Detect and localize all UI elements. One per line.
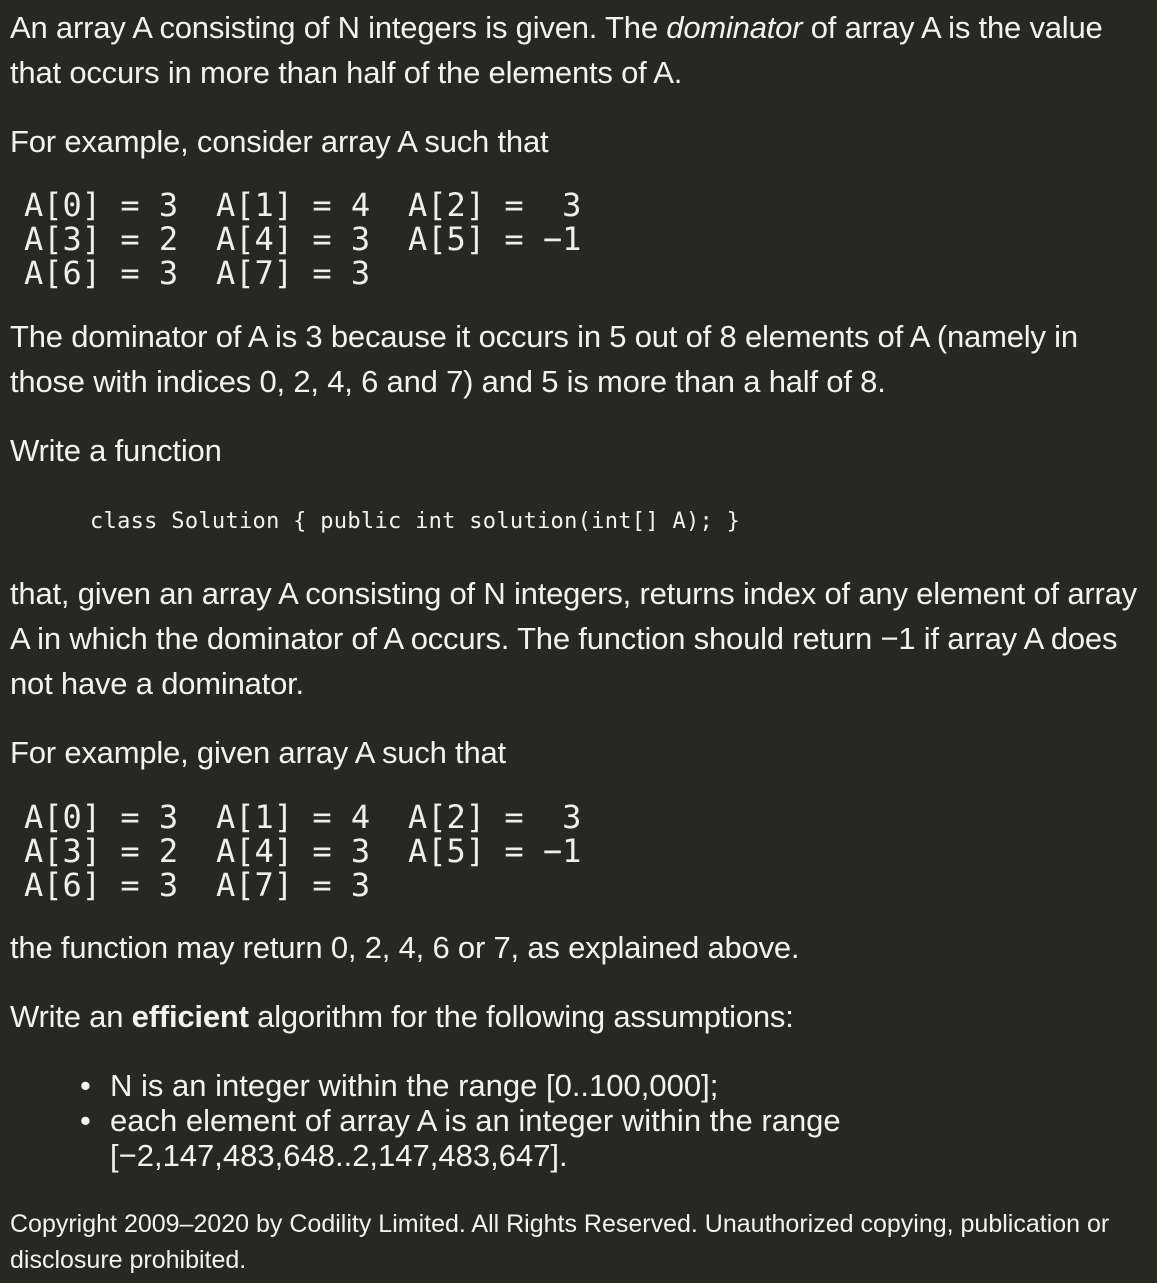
array-cell: A[4] = 3 (216, 220, 371, 258)
array-cell: A[7] = 3 (216, 254, 371, 292)
assumptions-intro-end: algorithm for the following assumptions: (248, 999, 794, 1034)
array-cell: A[1] = 4 (216, 798, 371, 836)
array-cell: A[2] = 3 (408, 798, 582, 836)
list-item (80, 1103, 890, 1173)
assumptions-list (80, 1068, 890, 1173)
code-signature: class Solution { public int solution(int[] A); } (90, 509, 741, 534)
return-note: the function may return 0, 2, 4, 6 or 7, as explained above. (10, 930, 800, 965)
intro-text-end: of array A is the value that occurs in more than half of the elements of A. (10, 10, 1103, 90)
assumptions-intro (10, 994, 794, 1039)
assumptions-intro-start: Write an (10, 999, 132, 1034)
copyright-footer (10, 1206, 1150, 1278)
array-cell: A[5] = −1 (408, 832, 582, 870)
bullet-icon: • (80, 1103, 91, 1138)
list-item (80, 1068, 890, 1103)
array-cell: A[0] = 3 (24, 186, 179, 224)
array-cell: A[7] = 3 (216, 866, 371, 904)
array-cell: A[5] = −1 (408, 220, 582, 258)
array-cell: A[0] = 3 (24, 798, 179, 836)
write-function-heading: Write a function (10, 433, 222, 468)
array-cell (408, 868, 600, 902)
example-intro-2: For example, given array A such that (10, 735, 506, 770)
bullet-icon: • (80, 1068, 91, 1103)
function-description: that, given an array A consisting of N integers, returns index of any element of array A in which the dominator of A occurs. The function should return −1 if array A does not have a dominator. (10, 576, 1137, 701)
array-cell: A[4] = 3 (216, 832, 371, 870)
intro-paragraph (10, 5, 1150, 95)
array-cell: A[3] = 2 (24, 832, 179, 870)
array-cell: A[2] = 3 (408, 186, 582, 224)
intro-text-start: An array A consisting of N integers is given. The (10, 10, 667, 45)
array-cell (408, 256, 600, 290)
assumption-text: N is an integer within the range [0..100,000]; (110, 1068, 719, 1103)
efficient-term: efficient (131, 999, 249, 1034)
assumption-text: each element of array A is an integer within the range [−2,147,483,648..2,147,483,647]. (110, 1103, 841, 1173)
copyright-text: Copyright 2009–2020 by Codility Limited. All Rights Reserved. Unauthorized copying, publication or disclosure prohibited. (10, 1210, 1110, 1274)
array-cell: A[3] = 2 (24, 220, 179, 258)
array-cell: A[6] = 3 (24, 866, 179, 904)
explanation-paragraph: The dominator of A is 3 because it occurs in 5 out of 8 elements of A (namely in those with indices 0, 2, 4, 6 and 7) and 5 is more than a half of 8. (10, 319, 1078, 399)
example-intro: For example, consider array A such that (10, 124, 549, 159)
dominator-term: dominator (666, 10, 803, 45)
array-cell: A[6] = 3 (24, 254, 179, 292)
example-array-1 (24, 188, 600, 290)
array-cell: A[1] = 4 (216, 186, 371, 224)
example-array-2 (24, 800, 600, 902)
